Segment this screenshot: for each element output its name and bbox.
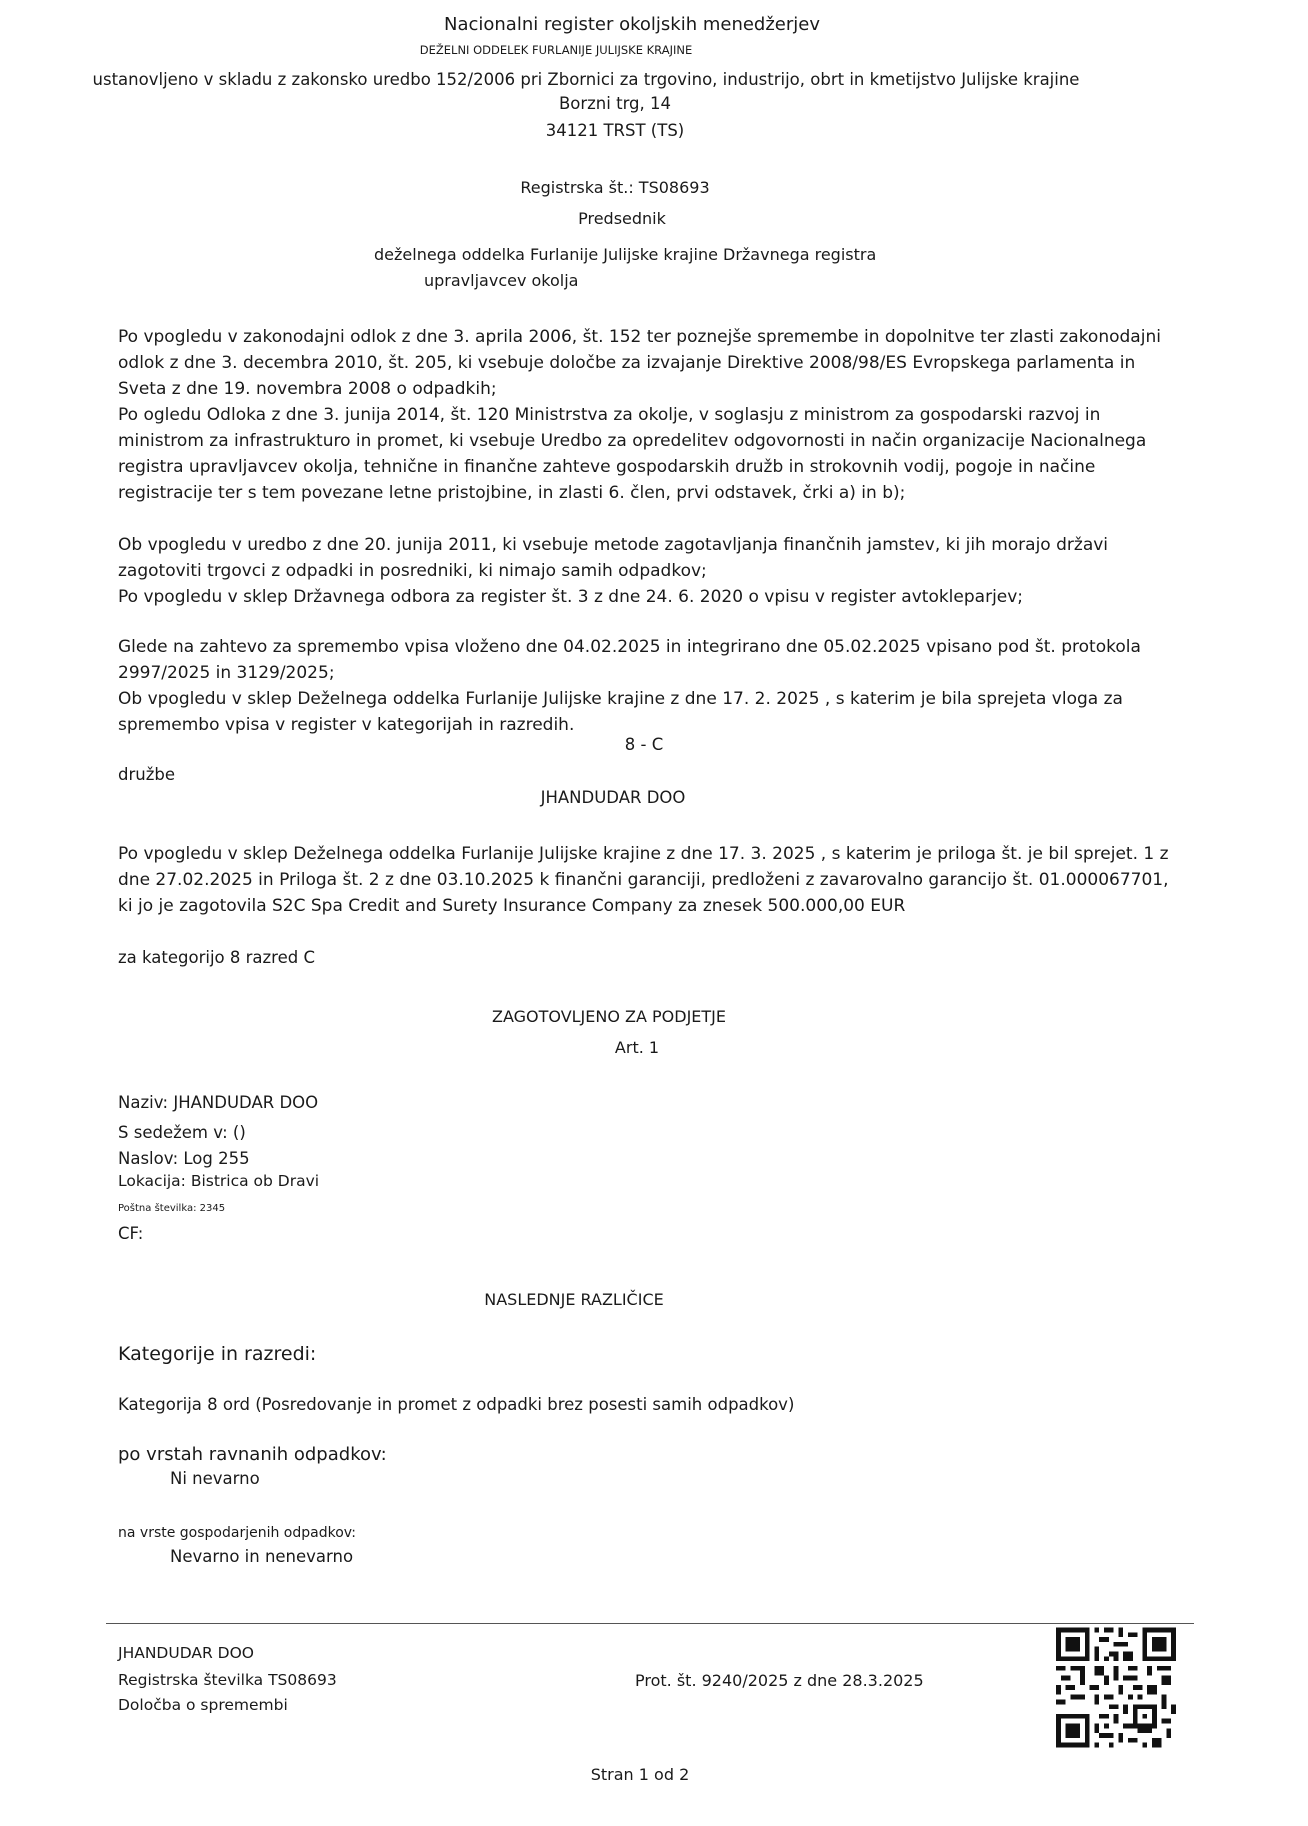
guarantee-paragraph bbox=[118, 841, 1188, 919]
granted-heading: ZAGOTOVLJENO ZA PODJETJE bbox=[491, 1007, 727, 1026]
department-line-1: deželnega oddelka Furlanije Julijske krajine Državnega registra bbox=[374, 245, 877, 264]
preamble-block-2 bbox=[118, 532, 1188, 610]
managed-waste-label: na vrste gospodarjenih odpadkov: bbox=[118, 1525, 357, 1541]
company-address: Naslov: Log 255 bbox=[118, 1149, 250, 1168]
article-number: Art. 1 bbox=[614, 1038, 660, 1057]
president-title: Predsednik bbox=[578, 209, 666, 228]
footer-divider bbox=[106, 1623, 1194, 1624]
preamble-paragraph: Ob vpogledu v sklep Deželnega oddelka Furlanije Julijske krajine z dne 17. 2. 2025 , s katerim je bila sprejeta vloga za spremembo vpisa v register v kategorijah in razredih. bbox=[118, 689, 1123, 735]
preamble-paragraph: Po vpogledu v zakonodajni odlok z dne 3. aprila 2006, št. 152 ter poznejše spremembe in dopolnitve ter zlasti zakonodajni odlok z dne 3. decembra 2010, št. 205, ki vsebuje določbe za izvajanje Direktive 2008/98/ES Evropskega parlamenta in Sveta z dne 19. novembra 2008 o odpadkih; bbox=[118, 327, 1161, 399]
category-line: Kategorija 8 ord (Posredovanje in promet z odpadki brez posesti samih odpadkov) bbox=[118, 1395, 795, 1414]
company-seat: S sedežem v: () bbox=[118, 1123, 246, 1142]
footer-protocol: Prot. št. 9240/2025 z dne 28.3.2025 bbox=[635, 1671, 924, 1690]
registration-number: Registrska št.: TS08693 bbox=[520, 178, 710, 197]
company-naziv: Naziv: JHANDUDAR DOO bbox=[118, 1093, 319, 1112]
company-name: JHANDUDAR DOO bbox=[540, 788, 686, 807]
preamble-block-3 bbox=[118, 634, 1188, 738]
establishment-line: ustanovljeno v skladu z zakonsko uredbo 152/2006 pri Zbornici za trgovino, industrijo, obrt in kmetijstvo Julijske krajine bbox=[92, 70, 1080, 89]
footer-company: JHANDUDAR DOO bbox=[118, 1644, 255, 1662]
footer-doc-type: Določba o spremembi bbox=[118, 1696, 288, 1714]
address-city: 34121 TRST (TS) bbox=[545, 121, 685, 140]
managed-waste-value: Nevarno in nenevarno bbox=[170, 1547, 354, 1566]
company-location: Lokacija: Bistrica ob Dravi bbox=[118, 1172, 320, 1190]
department-line-2: upravljavcev okolja bbox=[424, 271, 579, 290]
preamble-paragraph: Ob vpogledu v uredbo z dne 20. junija 2011, ki vsebuje metode zagotavljanja finančnih jamstev, ki jih morajo državi zagotoviti trgovci z odpadki in posredniki, ki nimajo samih odpadkov; bbox=[118, 535, 1109, 581]
page-number: Stran 1 od 2 bbox=[590, 1765, 690, 1784]
preamble-paragraph: Po ogledu Odloka z dne 3. junija 2014, št. 120 Ministrstva za okolje, v soglasju z ministrom za gospodarski razvoj in ministrom za infrastrukturo in promet, ki vsebuje Uredbo za opredelitev odgovornosti in način organizacije Nacionalnega registra upravljavcev okolja, tehnične in finančne zahteve gospodarskih družb in strokovnih vodij, pogoje in načine registracije ter s tem povezane letne pristojbine, in zlasti 6. člen, prvi odstavek, črki a) in b); bbox=[118, 405, 1147, 503]
category-class-line: za kategorijo 8 razred C bbox=[118, 948, 315, 967]
preamble-paragraph: Glede na zahtevo za spremembo vpisa vloženo dne 04.02.2025 in integrirano dne 05.02.2025 vpisano pod št. protokola 2997/2025 in 3129/2025; bbox=[118, 637, 1141, 683]
company-postal: Poštna številka: 2345 bbox=[118, 1203, 226, 1214]
footer-reg-number: Registrska številka TS08693 bbox=[118, 1671, 337, 1689]
company-label: družbe bbox=[118, 765, 176, 784]
variants-heading: NASLEDNJE RAZLIČICE bbox=[484, 1290, 664, 1309]
regional-section: DEŽELNI ODDELEK FURLANIJE JULIJSKE KRAJINE bbox=[419, 43, 693, 57]
waste-types-value: Ni nevarno bbox=[170, 1469, 260, 1488]
categories-title: Kategorije in razredi: bbox=[118, 1343, 317, 1365]
registry-title: Nacionalni register okoljskih menedžerjev bbox=[443, 14, 821, 35]
company-cf: CF: bbox=[118, 1224, 144, 1243]
preamble-paragraph: Po vpogledu v sklep Deželnega oddelka Furlanije Julijske krajine z dne 17. 3. 2025 , s katerim je priloga št. je bil sprejet. 1 z dne 27.02.2025 in Priloga št. 2 z dne 03.10.2025 k finančni garanciji, predloženi z zavarovalno garancijo št. 01.000067701, ki jo je zagotovila S2C Spa Credit and Surety Insurance Company za znesek 500.000,00 EUR bbox=[118, 844, 1169, 916]
category-code: 8 - C bbox=[624, 735, 664, 754]
preamble-block-1 bbox=[118, 324, 1188, 506]
waste-types-label: po vrstah ravnanih odpadkov: bbox=[118, 1444, 387, 1465]
address-street: Borzni trg, 14 bbox=[558, 94, 672, 113]
qr-code-icon bbox=[1056, 1625, 1176, 1750]
preamble-paragraph: Po vpogledu v sklep Državnega odbora za register št. 3 z dne 24. 6. 2020 o vpisu v register avtokleparjev; bbox=[118, 587, 1024, 607]
